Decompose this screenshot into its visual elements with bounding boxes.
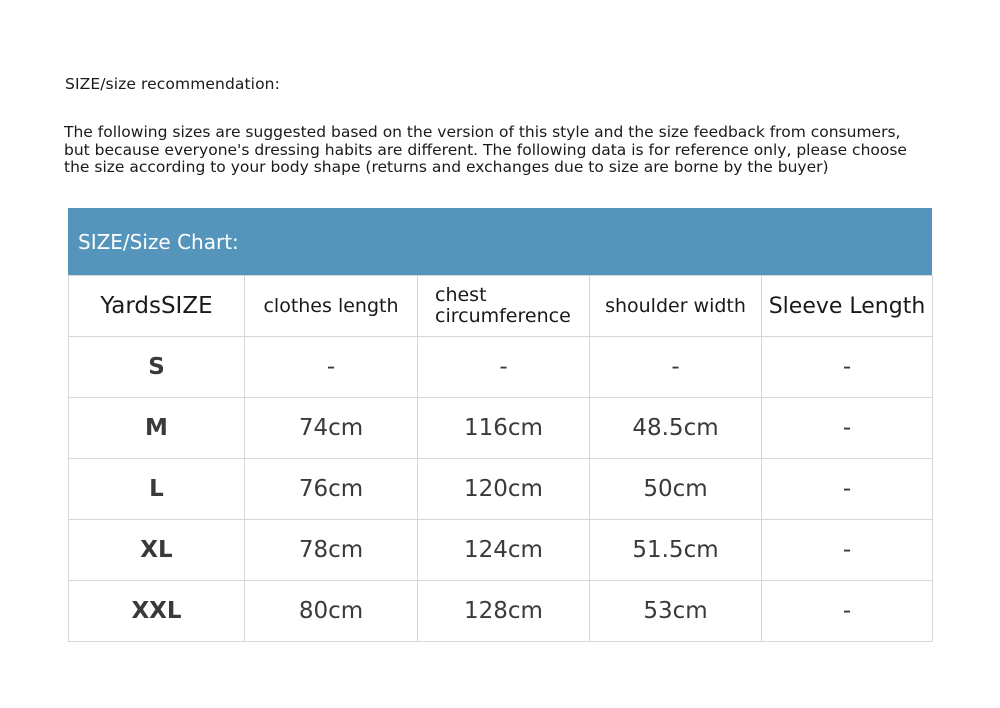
sleeve-cell: - — [762, 459, 933, 520]
sleeve-cell: - — [762, 581, 933, 642]
table-row — [69, 520, 933, 581]
column-header-size: YardsSIZE — [69, 276, 245, 337]
shoulder-cell: 51.5cm — [590, 520, 762, 581]
column-header-shoulder-width: shoulder width — [590, 276, 762, 337]
size-cell: XXL — [69, 581, 245, 642]
size-cell: XL — [69, 520, 245, 581]
shoulder-cell: 48.5cm — [590, 398, 762, 459]
size-chart-title: SIZE/Size Chart: — [78, 229, 239, 254]
table-row — [69, 337, 933, 398]
table-header-row — [69, 276, 933, 337]
chest-cell: 128cm — [418, 581, 590, 642]
size-chart-header — [68, 208, 932, 275]
size-chart — [68, 208, 932, 642]
clothes-length-cell: 78cm — [245, 520, 418, 581]
clothes-length-cell: 80cm — [245, 581, 418, 642]
sleeve-cell: - — [762, 520, 933, 581]
shoulder-cell: 53cm — [590, 581, 762, 642]
shoulder-cell: - — [590, 337, 762, 398]
sleeve-cell: - — [762, 337, 933, 398]
chest-cell: 124cm — [418, 520, 590, 581]
table-row — [69, 398, 933, 459]
clothes-length-cell: - — [245, 337, 418, 398]
size-cell: L — [69, 459, 245, 520]
size-cell: M — [69, 398, 245, 459]
sleeve-cell: - — [762, 398, 933, 459]
chest-cell: 120cm — [418, 459, 590, 520]
clothes-length-cell: 76cm — [245, 459, 418, 520]
column-header-clothes-length: clothes length — [245, 276, 418, 337]
table-row — [69, 581, 933, 642]
shoulder-cell: 50cm — [590, 459, 762, 520]
chest-cell: 116cm — [418, 398, 590, 459]
chest-cell: - — [418, 337, 590, 398]
column-header-chest-circumference: chest circumference — [418, 276, 590, 337]
column-header-sleeve-length: Sleeve Length — [762, 276, 933, 337]
clothes-length-cell: 74cm — [245, 398, 418, 459]
size-recommendation-text: The following sizes are suggested based on the version of this style and the size feedback from consumers, but because everyone's dressing habits are different. The following data is for reference only, please choose the size according to your body shape (returns and exchanges due to size are borne by the buyer) — [64, 123, 907, 176]
table-row — [69, 459, 933, 520]
size-recommendation-title: SIZE/size recommendation: — [65, 75, 280, 93]
size-table — [68, 275, 933, 642]
size-cell: S — [69, 337, 245, 398]
